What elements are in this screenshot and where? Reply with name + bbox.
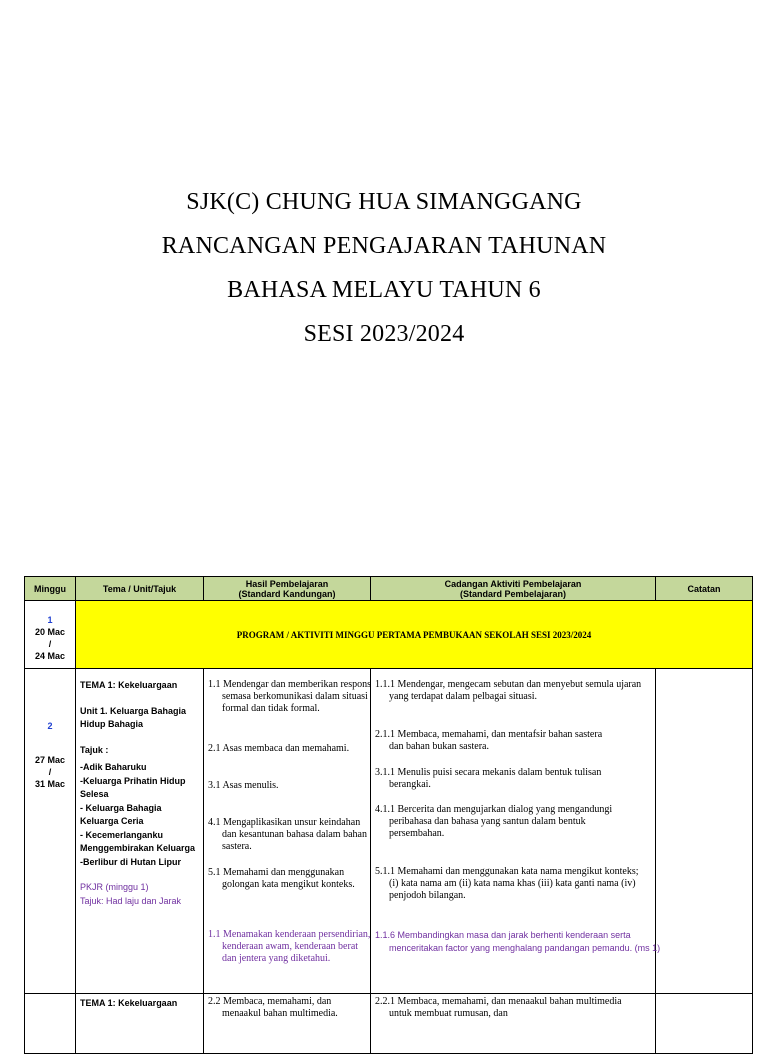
- week-date-slash: /: [48, 767, 52, 777]
- header-hasil: [204, 577, 371, 601]
- table-header-row: [25, 577, 753, 601]
- header-tema: Tema / Unit/Tajuk: [76, 577, 204, 601]
- tema-cell: [76, 669, 204, 994]
- pkjr-week: PKJR (minggu 1): [80, 882, 149, 892]
- unit-title: Unit 1. Keluarga Bahagia Hidup Bahagia: [80, 705, 187, 729]
- catatan-cell: [656, 669, 753, 994]
- title-plan: RANCANGAN PENGAJARAN TAHUNAN: [161, 233, 607, 259]
- week-number: 1: [47, 615, 53, 625]
- week-number: 2: [47, 721, 53, 731]
- cadangan-item: 3.1.1 Menulis puisi secara mekanis dalam bentuk tulisan berangkai.: [375, 767, 602, 790]
- tajuk-item: - Keluarga Bahagia Keluarga Ceria: [80, 802, 162, 826]
- week-date-from: 27 Mac: [34, 755, 66, 765]
- tema-title: TEMA 1: Kekeluargaan: [80, 998, 178, 1008]
- hasil-item: 2.2 Membaca, memahami, dan menaakul bahan multimedia.: [208, 996, 338, 1019]
- hasil-item: 2.1 Asas membaca dan memahami.: [208, 743, 350, 754]
- header-cadangan-line1: Cadangan Aktiviti Pembelajaran: [444, 578, 582, 589]
- program-text: PROGRAM / AKTIVITI MINGGU PERTAMA PEMBUKAAN SEKOLAH SESI 2023/2024: [236, 629, 592, 640]
- cadangan-item: 5.1.1 Memahami dan menggunakan kata nama mengikut konteks; (i) kata nama am (ii) kata nama khas (iii) kata ganti nama (iv) penjodoh bilangan.: [375, 866, 639, 901]
- header-minggu: Minggu: [25, 577, 76, 601]
- header-hasil-line1: Hasil Pembelajaran: [245, 578, 329, 589]
- week-date-to: 24 Mac: [34, 651, 66, 661]
- tajuk-item: -Berlibur di Hutan Lipur: [80, 856, 181, 867]
- table-row: [25, 601, 753, 669]
- title-school: SJK(C) CHUNG HUA SIMANGGANG: [186, 189, 582, 215]
- tajuk-item: -Keluarga Prihatin Hidup Selesa: [80, 775, 186, 799]
- hasil-item: 4.1 Mengaplikasikan unsur keindahan dan kesantunan bahasa dalam bahan sastera.: [208, 817, 367, 852]
- week-date-to: 31 Mac: [34, 779, 66, 789]
- week-cell-1: [25, 601, 76, 669]
- cadangan-item: 4.1.1 Bercerita dan mengujarkan dialog yang mengandungi peribahasa dan bahasa yang santun dalam bentuk persembahan.: [375, 804, 613, 839]
- tajuk-item: - Kecemerlanganku Menggembirakan Keluarga: [80, 829, 196, 853]
- header-cadangan: [371, 577, 656, 601]
- table-row: [25, 669, 753, 994]
- hasil-item: 3.1 Asas menulis.: [208, 780, 279, 791]
- hasil-pkjr: 1.1 Menamakan kenderaan persendirian, kenderaan awam, kenderaan berat dan jentera yang diketahui.: [208, 929, 371, 964]
- tajuk-label: Tajuk :: [80, 744, 109, 755]
- hasil-item: 1.1 Mendengar dan memberikan respons semasa berkomunikasi dalam situasi formal dan tidak formal.: [208, 679, 372, 714]
- cadangan-pkjr: 1.1.6 Membandingkan masa dan jarak berhenti kenderaan serta menceritakan factor yang menghalang pandangan pemandu. (ms 1): [375, 930, 661, 953]
- cadangan-item: 2.1.1 Membaca, memahami, dan mentafsir bahan sastera dan bahan bukan sastera.: [375, 729, 603, 752]
- tajuk-item: -Adik Baharuku: [80, 762, 147, 772]
- tema-title: TEMA 1: Kekeluargaan: [80, 680, 178, 690]
- cadangan-item: 1.1.1 Mendengar, mengecam sebutan dan menyebut semula ujaran yang terdapat dalam pelbagai situasi.: [375, 679, 642, 702]
- week-date-slash: /: [48, 639, 52, 649]
- title-subject: BAHASA MELAYU TAHUN 6: [227, 277, 541, 303]
- annual-plan-table: [24, 576, 753, 1054]
- pkjr-topic: Tajuk: Had laju dan Jarak: [80, 895, 182, 906]
- hasil-item: 5.1 Memahami dan menggunakan golongan kata mengikut konteks.: [208, 867, 355, 890]
- cadangan-cell: [371, 669, 661, 994]
- header-hasil-line2: (Standard Kandungan): [238, 588, 336, 599]
- cadangan-item: 2.2.1 Membaca, memahami, dan menaakul bahan multimedia untuk membuat rumusan, dan: [375, 996, 622, 1019]
- header-catatan: Catatan: [656, 577, 753, 601]
- title-session: SESI 2023/2024: [303, 321, 465, 347]
- week-cell-2: [25, 669, 76, 994]
- program-banner: [76, 601, 753, 669]
- document-title: [0, 180, 768, 356]
- week-date-from: 20 Mac: [34, 627, 66, 637]
- header-cadangan-line2: (Standard Pembelajaran): [459, 588, 567, 599]
- hasil-cell: [204, 669, 371, 994]
